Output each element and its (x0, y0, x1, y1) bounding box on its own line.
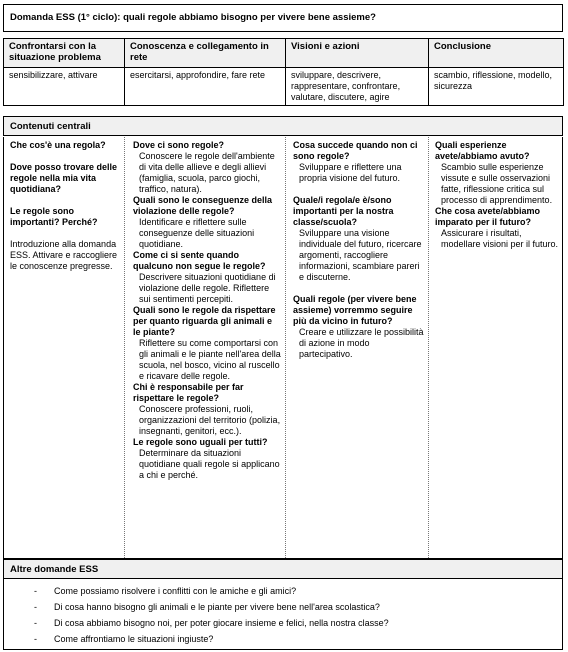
phase-value-3: sviluppare, descrivere, rappresentare, confrontare, valutare, discutere, agire (286, 68, 429, 106)
question: Come ci si sente quando qualcuno non segue le regole? (133, 250, 266, 271)
answer: Conoscere professioni, ruoli, organizzazioni del territorio (polizia, insegnanti, genitori, ecc.). (139, 404, 281, 436)
answer: Sviluppare una visione individuale del futuro, ricercare argomenti, raccogliere informazioni, scambiare pareri e discuterne. (299, 228, 422, 282)
question: Chi è responsabile per far rispettare le regole? (133, 382, 244, 403)
answer: Assicurare i risultati, modellare visioni per il futuro. (441, 228, 559, 249)
list-item (4, 617, 562, 633)
contents-grid (3, 137, 563, 559)
answer: Descrivere situazioni quotidiane di violazione delle regole. Riflettere sui sentimenti percepiti. (139, 272, 276, 304)
question: Quali regole (per vivere bene assieme) vorremmo seguire più da vicino in futuro? (293, 294, 417, 326)
question: Quali sono le regole da rispettare per quanto riguarda gli animali e le piante? (133, 305, 276, 337)
list-item (4, 601, 562, 617)
contents-section-label: Contenuti centrali (3, 116, 563, 136)
answer: Conoscere le regole dell'ambiente di vita delle allieve e degli allievi (famiglia, scuola, parco giochi, traffico, natura). (139, 151, 275, 194)
phase-header-4: Conclusione (429, 39, 564, 68)
dash-bullet: - (34, 586, 37, 596)
answer: Riflettere su come comportarsi con gli animali e le piante nell'area della scuola, nel bosco, vicino al ruscello e ricavare delle regole. (139, 338, 281, 381)
contents-column-4 (429, 137, 564, 558)
phase-header-2: Conoscenza e collegamento in rete (125, 39, 286, 68)
dash-bullet: - (34, 634, 37, 644)
phase-value-4: scambio, riflessione, modello, sicurezza (429, 68, 564, 106)
contents-column-3 (286, 137, 429, 558)
contents-column-2 (125, 137, 286, 558)
other-questions (3, 579, 563, 650)
ess-document (3, 4, 563, 650)
question: Le regole sono uguali per tutti? (133, 437, 268, 447)
question: Dove posso trovare delle regole nella mia vita quotidiana? (10, 162, 118, 194)
answer: Sviluppare e riflettere una propria visione del futuro. (299, 162, 402, 183)
question: Quali esperienze avete/abbiamo avuto? (435, 140, 530, 161)
list-item (4, 585, 562, 601)
phase-header-1: Confrontarsi con la situazione problema (4, 39, 125, 68)
question: Dove ci sono regole? (133, 140, 225, 150)
list-item-text: Di cosa hanno bisogno gli animali e le piante per vivere bene nell'area scolastica? (54, 602, 380, 612)
question: Che cos'è una regola? (10, 140, 106, 150)
other-questions-label: Altre domande ESS (3, 559, 563, 579)
answer: Determinare da situazioni quotidiane quali regole si applicano a chi e perché. (139, 448, 280, 480)
answer: Scambio sulle esperienze vissute e sulle osservazioni fatte, riflessione critica sul processo di apprendimento. (441, 162, 553, 205)
dash-bullet: - (34, 602, 37, 612)
list-item (4, 633, 562, 649)
answer: Identificare e riflettere sulle conseguenze delle situazioni quotidiane. (139, 217, 255, 249)
list-item-text: Di cosa abbiamo bisogno noi, per poter giocare insieme e felici, nella nostra classe? (54, 618, 389, 628)
contents-column-1 (4, 137, 125, 558)
answer: Introduzione alla domanda ESS. Attivare e raccogliere le conoscenze pregresse. (10, 239, 118, 271)
question: Quali sono le conseguenze della violazione delle regole? (133, 195, 273, 216)
list-item-text: Come affrontiamo le situazioni ingiuste? (54, 634, 214, 644)
phase-header-3: Visioni e azioni (286, 39, 429, 68)
question: Le regole sono importanti? Perché? (10, 206, 98, 227)
question: Quale/i regola/e è/sono importanti per la nostra classe/scuola? (293, 195, 394, 227)
phase-value-row (4, 68, 564, 106)
phase-value-2: esercitarsi, approfondire, fare rete (125, 68, 286, 106)
phase-value-1: sensibilizzare, attivare (4, 68, 125, 106)
dash-bullet: - (34, 618, 37, 628)
phase-header-row (4, 39, 564, 68)
question: Cosa succede quando non ci sono regole? (293, 140, 418, 161)
list-item-text: Come possiamo risolvere i conflitti con le amiche e gli amici? (54, 586, 297, 596)
document-title: Domanda ESS (1° ciclo): quali regole abbiamo bisogno per vivere bene assieme? (3, 4, 563, 32)
phase-table (3, 38, 564, 106)
answer: Creare e utilizzare le possibilità di azione in modo partecipativo. (299, 327, 424, 359)
question: Che cosa avete/abbiamo imparato per il futuro? (435, 206, 541, 227)
other-questions-list (4, 585, 562, 649)
